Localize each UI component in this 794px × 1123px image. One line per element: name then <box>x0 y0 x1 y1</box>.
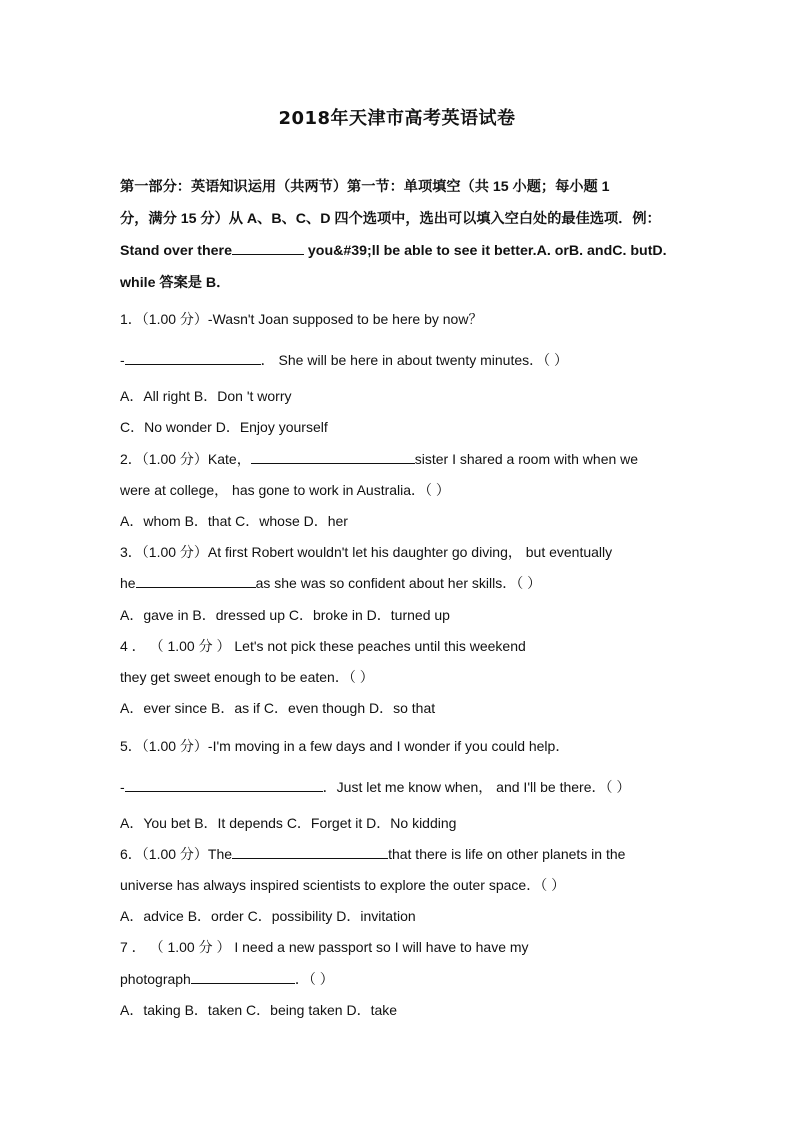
intro-example-prefix: Stand over there <box>120 243 232 259</box>
question-1-options-a: A．All right B．Don 't worry <box>120 388 292 404</box>
answer-blank <box>136 573 256 588</box>
question-3-stem: 3．（1.00 分）At first Robert wouldn't let his daughter go diving， but eventually <box>120 544 613 560</box>
question-6-options: A．advice B．order C．possibility D．invitation <box>120 908 416 924</box>
answer-blank <box>125 350 261 365</box>
question-2-line-2: were at college， has gone to work in Australia．（ ） <box>120 482 450 498</box>
question-7-options: A．taking B．taken C．being taken D．take <box>120 1002 398 1018</box>
question-1-options-b: C．No wonder D．Enjoy yourself <box>120 419 328 435</box>
intro-line-1: 第一部分：英语知识运用（共两节）第一节：单项填空（共 15 小题；每小题 1 <box>120 179 610 195</box>
intro-line-2: 分，满分 15 分）从 A、B、C、D 四个选项中，选出可以填入空白处的最佳选项．例： <box>120 211 661 227</box>
question-3-line-2 <box>120 573 680 593</box>
question-7-stem: 7 ． （ 1.00 分 ） I need a new passport so I will have to have my <box>120 939 529 955</box>
question-2-prefix: 2．（1.00 分）Kate， <box>120 451 251 467</box>
question-7-prefix: photograph <box>120 971 191 987</box>
answer-blank <box>251 449 415 464</box>
question-6-prefix: 6．（1.00 分）The <box>120 846 233 862</box>
dash: - <box>120 352 125 368</box>
question-6-suffix: that there is life on other planets in the <box>388 846 626 862</box>
question-3-prefix: he <box>120 575 136 591</box>
intro-line-3 <box>120 240 680 259</box>
question-7-suffix: ．（ ） <box>294 971 334 987</box>
question-4-options: A．ever since B．as if C．even though D．so that <box>120 700 436 716</box>
question-4-stem: 4 ． （ 1.00 分 ） Let's not pick these peaches until this weekend <box>120 638 526 654</box>
page-title: 2018年天津市高考英语试卷 <box>278 108 516 129</box>
question-5-options: A．You bet B．It depends C．Forget it D．No kidding <box>120 815 457 831</box>
question-6-stem <box>120 844 680 864</box>
question-7-line-2 <box>120 969 680 989</box>
question-2-stem <box>120 449 680 469</box>
dash: - <box>120 779 125 795</box>
question-2-options: A．whom B．that C．whose D．her <box>120 513 348 529</box>
answer-blank <box>191 969 295 984</box>
question-1-stem: 1．（1.00 分）-Wasn't Joan supposed to be here by now？ <box>120 311 483 327</box>
question-3-suffix: as she was so confident about her skills．（ ） <box>255 575 542 591</box>
answer-blank <box>232 844 388 859</box>
question-5-tail: ．Just let me know when， and I'll be there．（ ） <box>322 779 631 795</box>
question-1-dialog <box>120 350 680 370</box>
intro-example-suffix: you&#39;ll be able to see it better.A. orB. andC. butD. <box>307 243 667 259</box>
question-3-options: A．gave in B．dressed up C．broke in D．turned up <box>120 607 450 623</box>
intro-blank <box>232 240 304 255</box>
intro-line-4: while 答案是 B． <box>120 275 231 291</box>
question-6-line-2: universe has always inspired scientists to explore the outer space．（ ） <box>120 877 566 893</box>
question-2-suffix: sister I shared a room with when we <box>414 451 639 467</box>
answer-blank <box>125 777 323 792</box>
question-5-dialog <box>120 777 680 797</box>
question-4-line-2: they get sweet enough to be eaten．（ ） <box>120 669 374 685</box>
question-5-stem: 5．（1.00 分）-I'm moving in a few days and I wonder if you could help． <box>120 738 570 754</box>
question-1-tail: ． She will be here in about twenty minutes．（ ） <box>260 352 569 368</box>
